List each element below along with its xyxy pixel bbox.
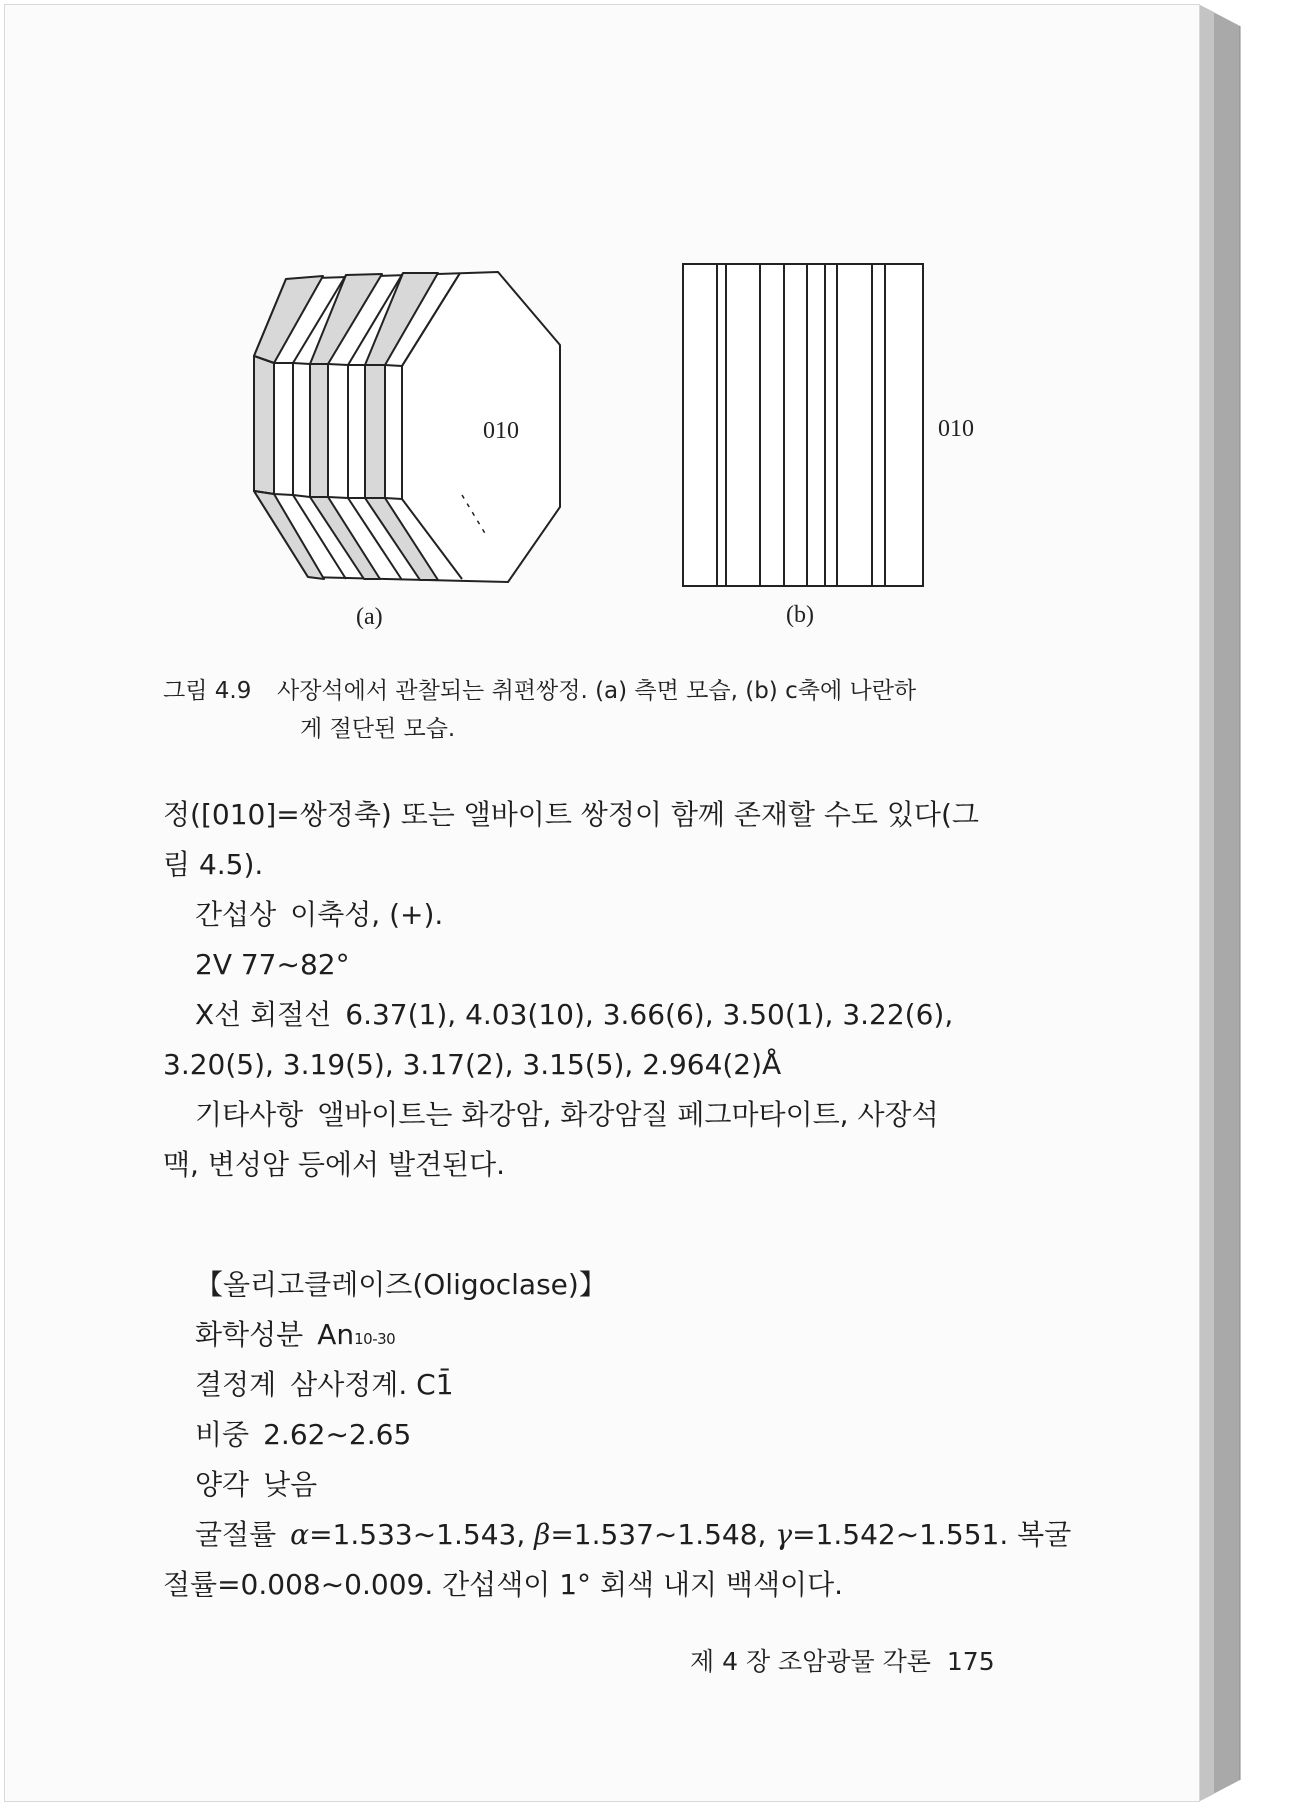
figure-caption bbox=[163, 672, 1043, 748]
specific-gravity-row bbox=[163, 1410, 1043, 1460]
crystal-system-row bbox=[163, 1360, 1043, 1410]
figure-b-lamellae-section bbox=[680, 260, 930, 592]
birefringence-row: 절률=0.008∼0.009. 간섭색이 1° 회색 내지 백색이다. bbox=[163, 1568, 844, 1601]
xray-row-line-2: 3.20(5), 3.19(5), 3.17(2), 3.15(5), 2.964(2)Å bbox=[163, 1048, 782, 1081]
xray-row-line-1 bbox=[163, 990, 1043, 1040]
composition-value: An bbox=[317, 1318, 355, 1351]
composition-label: 화학성분 bbox=[195, 1318, 304, 1351]
xray-label: X선 회절선 bbox=[195, 998, 332, 1031]
paragraph-continuation-line-2: 림 4.5). bbox=[163, 848, 264, 881]
optic-angle-row: 2V 77∼82° bbox=[195, 948, 350, 981]
xray-values-1: 6.37(1), 4.03(10), 3.66(6), 3.50(1), 3.22(6), bbox=[345, 998, 954, 1031]
caption-line-2: 게 절단된 모습. bbox=[300, 716, 456, 742]
chapter-title: 제 4 장 조암광물 각론 bbox=[690, 1647, 931, 1676]
misc-row-line-2: 맥, 변성암 등에서 발견된다. bbox=[163, 1148, 506, 1181]
paragraph-continuation-line-1: 정([010]=쌍정축) 또는 앨바이트 쌍정이 함께 존재할 수도 있다(그 bbox=[163, 798, 979, 831]
gamma-value: =1.542∼1.551. bbox=[792, 1518, 1009, 1551]
page-footer bbox=[690, 1642, 995, 1678]
figure-a-twinned-crystal bbox=[230, 265, 570, 595]
caption-line-1 bbox=[163, 672, 1043, 710]
specific-gravity-label: 비중 bbox=[195, 1418, 250, 1451]
figure-b-face-label: 010 bbox=[938, 416, 974, 442]
beta-symbol: β bbox=[534, 1518, 551, 1551]
caption-text-1: 사장석에서 관찰되는 취편쌍정. (a) 측면 모습, (b) c축에 나란하 bbox=[277, 678, 917, 704]
specific-gravity-value: 2.62∼2.65 bbox=[263, 1418, 412, 1451]
relief-label: 양각 bbox=[195, 1468, 250, 1501]
section-heading: 【올리고클레이즈(Oligoclase)】 bbox=[195, 1268, 607, 1301]
figure-b-panel-label: (b) bbox=[786, 602, 814, 628]
refractive-index-row bbox=[163, 1510, 1072, 1560]
beta-value: =1.537∼1.548, bbox=[550, 1518, 767, 1551]
interference-value: 이축성, (+). bbox=[290, 898, 444, 931]
alpha-symbol: α bbox=[290, 1518, 310, 1551]
misc-text-1: 앨바이트는 화강암, 화강암질 페그마타이트, 사장석 bbox=[317, 1098, 939, 1131]
alpha-value: =1.533∼1.543, bbox=[309, 1518, 526, 1551]
relief-value: 낮음 bbox=[263, 1468, 318, 1501]
crystal-system-value: 삼사정계. C1̄ bbox=[290, 1368, 454, 1401]
composition-row bbox=[163, 1310, 1043, 1360]
misc-label: 기타사항 bbox=[195, 1098, 304, 1131]
composition-subscript: 10-30 bbox=[354, 1330, 396, 1348]
section-spacer bbox=[163, 1190, 1043, 1260]
interference-figure-row bbox=[163, 890, 1043, 940]
caption-number: 그림 4.9 bbox=[163, 678, 252, 704]
body-text bbox=[163, 790, 1072, 1610]
refractive-index-label: 굴절률 bbox=[195, 1518, 277, 1551]
page-number: 175 bbox=[946, 1647, 995, 1676]
interference-label: 간섭상 bbox=[195, 898, 277, 931]
crystal-system-label: 결정계 bbox=[195, 1368, 277, 1401]
misc-row-line-1 bbox=[163, 1090, 1043, 1140]
figure-a-panel-label: (a) bbox=[356, 604, 383, 630]
relief-row bbox=[163, 1460, 1043, 1510]
birefringence-head: 복굴 bbox=[1017, 1518, 1072, 1551]
figure-a-face-label: 010 bbox=[483, 418, 519, 444]
gamma-symbol: γ bbox=[775, 1518, 793, 1551]
